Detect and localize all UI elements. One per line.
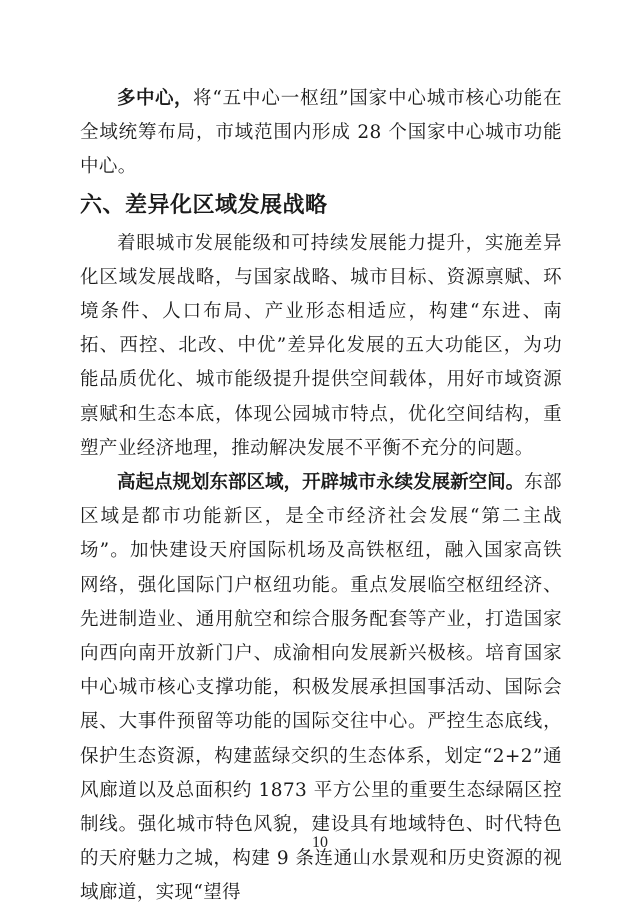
paragraph-lead: 高起点规划东部区域，开辟城市永续发展新空间。 <box>117 472 525 494</box>
paragraph-text: 将“五中心一枢纽”国家中心城市核心功能在全域统筹布局，市域范围内形成 28 个国家中心城市功能中心。 <box>80 88 562 178</box>
paragraph-strategy <box>80 227 562 466</box>
paragraph-multi-center <box>80 82 562 185</box>
page-number: 10 <box>312 834 328 851</box>
paragraph-text: 东部区域是都市功能新区，是全市经济社会发展“第二主战场”。加快建设天府国际机场及高铁枢纽，融入国家高铁网络，强化国际门户枢纽功能。重点发展临空枢纽经济、先进制造业、通用航空和综合服务配套等产业，打造国家向西向南开放新门户、成渝相向发展新兴极核。培育国家中心城市核心支撑功能，积极发展承担国事活动、国际会展、大事件预留等功能的国际交往中心。严控生态底线，保护生态资源，构建蓝绿交织的生态体系，划定“2+2”通风廊道以及总面积约 1873 平方公里的重要生态绿隔区控制线。强化城市特色风貌，建设具有地域特色、时代特色的天府魅力之城，构建 9 条连通山水景观和历史资源的视域廊道，实现“望得 <box>80 472 562 904</box>
paragraph-lead: 多中心， <box>117 88 193 109</box>
paragraph-text: 着眼城市发展能级和可持续发展能力提升，实施差异化区域发展战略，与国家战略、城市目标、资源禀赋、环境条件、人口布局、产业形态相适应，构建“东进、南拓、西控、北改、中优”差异化发展的五大功能区，为功能品质优化、城市能级提升提供空间载体，用好市域资源禀赋和生态本底，体现公园城市特点，优化空间结构，重塑产业经济地理，推动解决发展不平衡不充分的问题。 <box>80 232 562 459</box>
section-heading: 六、差异化区域发展战略 <box>80 192 328 218</box>
document-body <box>80 82 562 911</box>
